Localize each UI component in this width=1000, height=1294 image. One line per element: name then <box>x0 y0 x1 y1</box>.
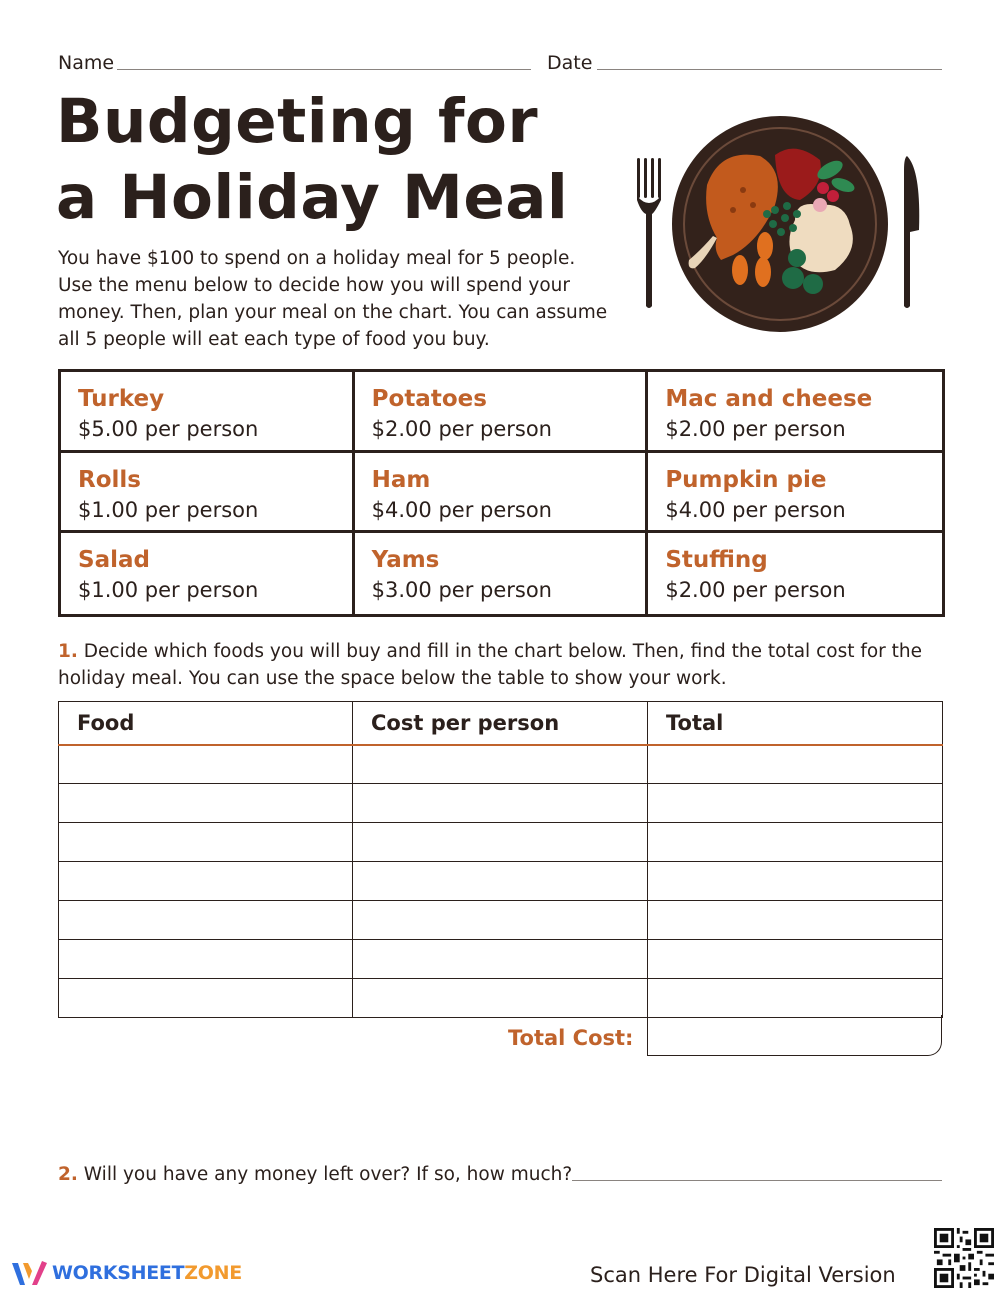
menu-item <box>61 372 355 453</box>
date-field-line[interactable] <box>597 69 942 70</box>
question-text: Will you have any money left over? If so, how much? <box>83 1164 573 1185</box>
menu-item <box>355 453 649 534</box>
table-row <box>59 979 943 1018</box>
menu-item <box>61 453 355 534</box>
menu-item-name: Rolls <box>78 466 141 493</box>
question-text: Decide which foods you will buy and fill in the chart below. Then, find the total cost for the <box>83 641 923 662</box>
plate-icon <box>672 116 888 332</box>
worksheetzone-logo-text[interactable] <box>52 1262 242 1284</box>
meal-plan-table <box>58 701 943 1018</box>
column-header-total: Total <box>648 702 943 745</box>
page-title-line1: Budgeting for <box>56 86 539 157</box>
total-cell[interactable] <box>648 901 943 940</box>
table-row <box>59 901 943 940</box>
table-row <box>59 940 943 979</box>
logo-part2: ZONE <box>184 1262 242 1284</box>
page-title-line2: a Holiday Meal <box>56 162 569 233</box>
total-cell[interactable] <box>648 784 943 823</box>
menu-item-price: $2.00 per person <box>371 417 552 441</box>
total-cost-box[interactable] <box>647 1015 942 1056</box>
menu-item-price: $1.00 per person <box>78 497 259 522</box>
menu-item-price: $5.00 per person <box>78 417 259 441</box>
food-cell[interactable] <box>59 940 353 979</box>
intro-line: You have $100 to spend on a holiday meal for 5 people. <box>58 248 576 269</box>
cost-cell[interactable] <box>353 940 648 979</box>
food-cell[interactable] <box>59 901 353 940</box>
total-cell[interactable] <box>648 823 943 862</box>
total-cell[interactable] <box>648 940 943 979</box>
answer-line[interactable] <box>572 1180 942 1181</box>
menu-item <box>648 453 942 534</box>
scan-text: Scan Here For Digital Version <box>590 1263 896 1287</box>
cost-cell[interactable] <box>353 745 648 784</box>
worksheetzone-logo-icon <box>10 1259 48 1289</box>
menu-item-price: $3.00 per person <box>371 578 552 603</box>
menu-item-price: $4.00 per person <box>371 497 552 522</box>
menu-grid <box>58 369 945 617</box>
menu-item-name: Mac and cheese <box>665 386 873 412</box>
fork-icon <box>637 158 661 308</box>
table-row <box>59 862 943 901</box>
column-header-cost: Cost per person <box>353 702 648 745</box>
holiday-plate-illustration <box>625 110 935 340</box>
knife-icon <box>904 156 919 308</box>
total-cost-label: Total Cost: <box>508 1026 634 1050</box>
food-cell[interactable] <box>59 745 353 784</box>
logo-part1: WORKSHEET <box>52 1262 185 1284</box>
table-row <box>59 784 943 823</box>
menu-item-price: $4.00 per person <box>665 497 846 522</box>
total-cell[interactable] <box>648 979 943 1018</box>
food-cell[interactable] <box>59 862 353 901</box>
cost-cell[interactable] <box>353 862 648 901</box>
menu-item <box>648 533 942 614</box>
name-field-line[interactable] <box>117 69 531 70</box>
qr-code-icon[interactable] <box>934 1228 994 1288</box>
food-cell[interactable] <box>59 979 353 1018</box>
total-cell[interactable] <box>648 862 943 901</box>
question-number: 2. <box>58 1164 78 1185</box>
menu-item-name: Salad <box>78 547 150 574</box>
cost-cell[interactable] <box>353 979 648 1018</box>
name-label: Name <box>58 52 115 74</box>
food-cell[interactable] <box>59 784 353 823</box>
menu-item-name: Pumpkin pie <box>665 466 827 493</box>
menu-item <box>61 533 355 614</box>
table-row <box>59 823 943 862</box>
question-number: 1. <box>58 641 78 662</box>
date-label: Date <box>547 52 593 74</box>
menu-item-name: Stuffing <box>665 547 768 574</box>
table-header-row <box>59 702 943 745</box>
cost-cell[interactable] <box>353 823 648 862</box>
question-2 <box>58 1161 572 1188</box>
menu-item-price: $1.00 per person <box>78 578 259 603</box>
question-text: holiday meal. You can use the space below the table to show your work. <box>58 668 727 689</box>
cost-cell[interactable] <box>353 901 648 940</box>
menu-item-price: $2.00 per person <box>665 578 846 603</box>
intro-paragraph <box>58 245 618 353</box>
total-cell[interactable] <box>648 745 943 784</box>
intro-line: money. Then, plan your meal on the chart. You can assume <box>58 302 608 323</box>
menu-item <box>648 372 942 453</box>
menu-item-price: $2.00 per person <box>665 417 846 441</box>
column-header-food: Food <box>59 702 353 745</box>
table-row <box>59 745 943 784</box>
menu-item <box>355 372 649 453</box>
food-cell[interactable] <box>59 823 353 862</box>
question-1 <box>58 638 948 692</box>
intro-line: Use the menu below to decide how you will spend your <box>58 275 570 296</box>
menu-item <box>355 533 649 614</box>
menu-item-name: Potatoes <box>371 386 487 412</box>
menu-item-name: Ham <box>371 466 431 493</box>
cost-cell[interactable] <box>353 784 648 823</box>
intro-line: all 5 people will eat each type of food you buy. <box>58 329 490 350</box>
menu-item-name: Yams <box>371 547 440 574</box>
menu-item-name: Turkey <box>78 386 165 412</box>
